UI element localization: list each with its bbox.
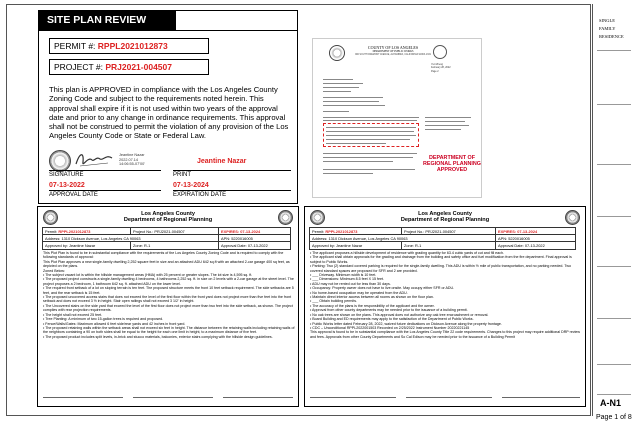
print-rule <box>173 170 291 171</box>
card-header <box>38 211 298 224</box>
signature-area <box>49 148 293 202</box>
title-block-divider <box>597 266 631 267</box>
card-signature-row <box>43 391 293 403</box>
expiration-date: 07-13-2024 <box>173 182 209 189</box>
letter-text-line <box>323 87 359 88</box>
letter-text-line <box>323 91 351 92</box>
project-value: PRJ2021-004507 <box>105 62 172 72</box>
printed-name: Jeantine Nazar <box>197 158 247 165</box>
signature-caption: SIGNATURE <box>49 172 84 178</box>
letter-text-line <box>425 129 461 130</box>
project-value: PRJ2021-004507 <box>154 228 185 234</box>
signature-meta-line: 2022.07.14 <box>119 157 139 162</box>
expires-label: EXPIRES: <box>498 228 517 234</box>
permit-number-box <box>49 38 209 54</box>
expiration-date-caption: EXPIRATION DATE <box>173 192 227 198</box>
title-block-line: RESIDENCE <box>599 34 624 39</box>
card-department: Department of Regional Planning <box>400 217 490 224</box>
conditions-card-right <box>304 206 586 407</box>
letter-department: DEPARTMENT OF PUBLIC WORKS <box>372 50 414 53</box>
letter-text-line <box>323 83 363 84</box>
title-block-divider <box>597 364 631 365</box>
department-seal-icon <box>433 45 447 59</box>
condition-paragraph: • ___ Driveway. Minimum width is 10 feet. <box>310 273 377 278</box>
approved-by-label: Approved by: <box>312 242 335 248</box>
condition-paragraph: • Public Works letter dated February 28, 2022, waived future dedications on Dickson Avenue along the property frontage. <box>310 321 502 326</box>
condition-paragraph: • Tree Planting: A minimum of two 15-gallon trees is required and proposed. <box>43 317 164 322</box>
letter-meta-line: Yuci Zheng <box>431 63 443 66</box>
title-block-divider <box>597 394 631 395</box>
condition-paragraph: • The proposed retaining walls within the setback areas shall not exceed six feet in height. The distance between the retaining walls including retaining walls of the neighbors containing a 90 on both sides shall be equal to the height for each one limit in height, to a maximum distance of five feet. <box>43 325 295 335</box>
site-plan-review-card <box>38 10 298 204</box>
project-label: PROJECT #: <box>54 62 103 72</box>
address-value: 1310 Dickson Avenue, Los Angeles CA 90063 <box>328 235 408 241</box>
conditions-card-left <box>37 206 299 407</box>
letter-text-line <box>326 139 410 140</box>
condition-paragraph: • The applicant proposes a hillside development of residence with grading quantity for 63.4 cubic yards of cut and fill each. <box>310 251 504 255</box>
condition-paragraph: • The applicant shall obtain approvals for the grading and drainage from the building and safety office and fuel modification from the fire department. Final approval is subject to Public Works. <box>310 255 572 264</box>
county-seal-icon <box>329 45 345 61</box>
condition-paragraph: • Board Building and ED requirements may apply to the satisfaction of the Department of Public Works. <box>310 317 474 322</box>
expiration-date-rule <box>173 190 291 191</box>
card-header <box>305 211 585 224</box>
letter-text-line <box>323 117 419 118</box>
letter-text-line <box>323 173 373 174</box>
public-works-letter <box>312 38 482 198</box>
condition-paragraph: • Parking: Two (2) standard covered parking is required for the single-family dwelling. This ADU is within ½ mile of public transportation, and no parking needed. Two covered standard spaces are proposed for SFR and 2 are provided. <box>310 264 571 273</box>
print-caption: PRINT <box>173 172 191 178</box>
letter-text-line <box>323 120 417 121</box>
letter-text-line <box>326 143 386 144</box>
approved-by-value: Jeantine Nazar <box>336 242 363 248</box>
condition-paragraph: This Plot Plan is found to be in substantial compliance with the requirements of the Los Angeles County Zoning Code and is required to comply with the following standards of approval: <box>43 251 284 260</box>
conditions-text <box>43 251 295 339</box>
card-department: Department of Regional Planning <box>123 217 213 224</box>
letter-header: COUNTY OF LOS ANGELES <box>367 45 419 50</box>
signature-rule <box>133 397 213 398</box>
title-block-divider <box>597 164 631 165</box>
condition-paragraph: • The proposed product includes split levels, in-brick and stucco materials, balconies, exterior stairs complying with the hillside design guidelines. <box>43 334 273 339</box>
letter-text-line <box>425 117 471 118</box>
approval-date: 07-13-2022 <box>49 182 85 189</box>
county-seal-icon <box>49 150 71 172</box>
approved-by-value: Jeantine Nazar <box>69 242 96 248</box>
letter-text-line <box>425 121 465 122</box>
project-value: PRJ2021-004507 <box>425 228 456 234</box>
title-block-line: SINGLE <box>599 18 615 23</box>
title-block-line: FAMILY <box>599 26 616 31</box>
approved-by-label: Approved by: <box>45 242 68 248</box>
zone-value: R-1 <box>144 242 151 248</box>
condition-paragraph: • The height shall not exceed 25 feet. <box>43 312 103 317</box>
signature-rule <box>502 397 580 398</box>
zone-value: R-1 <box>415 242 422 248</box>
condition-paragraph: • Occupancy: Property owner does not have to live onsite. May occupy either SFR or ADU. <box>310 286 455 291</box>
condition-paragraph: • The required front setback of a lot on sloping terrain is ten feet. The proposed structure meets the front 10 feet setback requirement. The side setbacks are 5 feet, and the rear setback is 15 feet. <box>43 286 294 295</box>
letter-text-line <box>326 135 416 136</box>
conditions-text <box>310 251 582 339</box>
title-block <box>592 4 634 416</box>
signature-rule <box>406 397 492 398</box>
condition-paragraph: • Approval from other county departments may be needed prior to the issuance of a building permit. <box>310 308 468 313</box>
address-value: 1310 Dickson Avenue, Los Angeles CA 90063 <box>61 235 141 241</box>
letter-meta-line: Page 2 <box>431 69 439 73</box>
permit-value: RPPL2021012873 <box>97 41 168 51</box>
approval-date-label: Approval Date: <box>221 242 247 248</box>
signature-graphic <box>74 150 114 170</box>
letter-text-line <box>323 79 353 80</box>
condition-paragraph: • No home-based occupation may be operated from the ADU. <box>310 290 408 295</box>
condition-paragraph: • ADU may not be rented out for less than 30 days. <box>310 281 391 286</box>
permit-value: RPPL2021012873 <box>58 228 91 234</box>
letter-text-line <box>323 111 349 112</box>
signature-meta-line: 14:06:55-07'00' <box>119 162 145 166</box>
letter-text-line <box>425 125 469 126</box>
condition-paragraph: This Plot Plan approves a new single-family dwelling 2,252 square feet in size and an attached ADU 642 sq.ft with an attached 2-car garage 400 sq feet, as depicted on the plans. <box>43 259 290 269</box>
condition-paragraph: • The proposed project constructs a single-family dwelling 4 bedrooms, 4 bathrooms 2,252 sq. ft. in size on 2 levels with a 2-car garage at the street level. The project proposes a 2 bedroom, 1 bathroom 642 sq. ft. attached ADU on the lower level. <box>43 277 294 286</box>
project-number-box <box>49 59 209 75</box>
condition-paragraph: • The subject vacant lot is within the hillside management areas (HMA) with 25 percent or greater slopes. The lot size is 4,595 sq. ft. <box>43 273 253 278</box>
letter-text-line <box>323 161 393 162</box>
expires-label: EXPIRES: <box>221 228 240 234</box>
review-title: SITE PLAN REVIEW <box>39 11 176 30</box>
permit-info-table <box>42 227 291 250</box>
condition-paragraph: • CDC – Unconditional RPPL2022001503 Recorded on 2/25/2022 Instrument Number 20220221145 <box>310 325 470 330</box>
letter-address: 900 SOUTH FREMONT AVENUE, ALHAMBRA, CALIFORNIA 91803-1331 <box>355 54 431 56</box>
approval-stamp: DEPARTMENT OF REGIONAL PLANNING APPROVED <box>423 155 482 174</box>
letter-text-line <box>323 153 417 154</box>
letter-meta <box>431 63 451 73</box>
condition-paragraph: Zoned Below: <box>43 268 65 273</box>
page-indicator: Page 1 of 8 <box>596 414 632 421</box>
expires-value: 07-13-2024 <box>240 228 261 234</box>
card-agency: Los Angeles County <box>418 211 472 217</box>
signature-meta-line: Jeantine Nazar <box>119 153 145 157</box>
address-label: Address: <box>312 235 328 241</box>
title-block-divider <box>597 216 631 217</box>
condition-paragraph: • Maintain direct interior access between all rooms as shown on the floor plan. <box>310 295 434 300</box>
digital-signature-meta <box>119 153 145 167</box>
apn-value: 5220016005 <box>231 235 253 241</box>
card-signature-row <box>310 391 580 403</box>
condition-paragraph: • ___ Obtain building permits. <box>310 299 358 304</box>
letter-text-line <box>323 97 383 98</box>
approval-date-label: Approval Date: <box>498 242 524 248</box>
letter-text-line <box>326 131 414 132</box>
condition-paragraph: • Fence/Walls/Gates: Maximum allowed 6 feet side/rear yards and 42 inches in front yard. <box>43 321 186 326</box>
title-block-divider <box>597 104 631 105</box>
apn-label: APN: <box>498 235 508 241</box>
expires-value: 07-13-2024 <box>517 228 538 234</box>
signature-rule <box>43 397 123 398</box>
signature-rule <box>310 397 396 398</box>
approval-statement: This plan is APPROVED in compliance with the Los Angeles County Zoning Code and subject to the requirements noted herein. This approval shall expire if it is not used within two years of the approval date and prior to any change in ordinance requirements. This approval shall not be construed to permit the violation of any provision of the Los Angeles County Code or State or Federal Law. <box>49 85 289 141</box>
card-agency: Los Angeles County <box>141 211 195 217</box>
letter-text-line <box>323 157 413 158</box>
zone-label: Zone: <box>133 242 143 248</box>
approval-date-caption: APPROVAL DATE <box>49 192 98 198</box>
condition-paragraph: • The Uncovered stairs on the side yard that exceed the level of the first floor does not project more than two feet into the side setback, as shown. The project complies with rear projection requirements. <box>43 303 293 313</box>
sheet-id: A-N1 <box>600 398 622 408</box>
permit-label: Permit: <box>45 228 58 234</box>
title-block-divider <box>597 50 631 51</box>
condition-paragraph: This approval is found to be in substantial compliance with the Los Angeles County Title 22 code requirements. Changes to this project may require additional DRP review and fees. Approvals from other County Departments and So Cal Edison may be needed prior to the issuance of a Building Permit <box>310 330 581 339</box>
review-title-rule <box>39 30 297 31</box>
letter-meta-line: February 28, 2022 <box>431 66 451 70</box>
condition-paragraph: • ___ Dimensions: Minimum 8.5 feet X 15 feet. <box>310 277 384 282</box>
permit-info-table <box>309 227 576 250</box>
permit-value: RPPL2021012873 <box>325 228 358 234</box>
apn-label: APN: <box>221 235 231 241</box>
letter-text-line <box>323 105 385 106</box>
signature-rule <box>49 170 161 171</box>
letter-text-line <box>323 101 379 102</box>
signature-rule <box>223 397 293 398</box>
letter-text-line <box>326 127 416 128</box>
project-label: Project No.: <box>404 228 425 234</box>
project-label: Project No.: <box>133 228 154 234</box>
condition-paragraph: • No oak trees are shown on the plans. This approval does not authorize any oak tree encroachment or removal. <box>310 312 489 317</box>
approval-date-value: 07-13-2022 <box>247 242 268 248</box>
condition-paragraph: • The proposed uncovered access stairs that does not exceed the level of the first floor within the front yard does not project more than five feet into the front setback and does not exceed 3 ½ in height. Stair open railings shall not exceed 3 1/2' in height. <box>43 295 292 304</box>
title-block-divider <box>597 318 631 319</box>
letter-text-line <box>323 169 415 170</box>
apn-value: 5220016005 <box>508 235 530 241</box>
zone-label: Zone: <box>404 242 414 248</box>
approval-date-value: 07-13-2022 <box>524 242 545 248</box>
address-label: Address: <box>45 235 61 241</box>
permit-label: PERMIT #: <box>54 41 96 51</box>
permit-label: Permit: <box>312 228 325 234</box>
approval-date-rule <box>49 190 161 191</box>
condition-paragraph: • The accuracy of the plans is the responsibility of the applicant and the owner. <box>310 303 435 308</box>
